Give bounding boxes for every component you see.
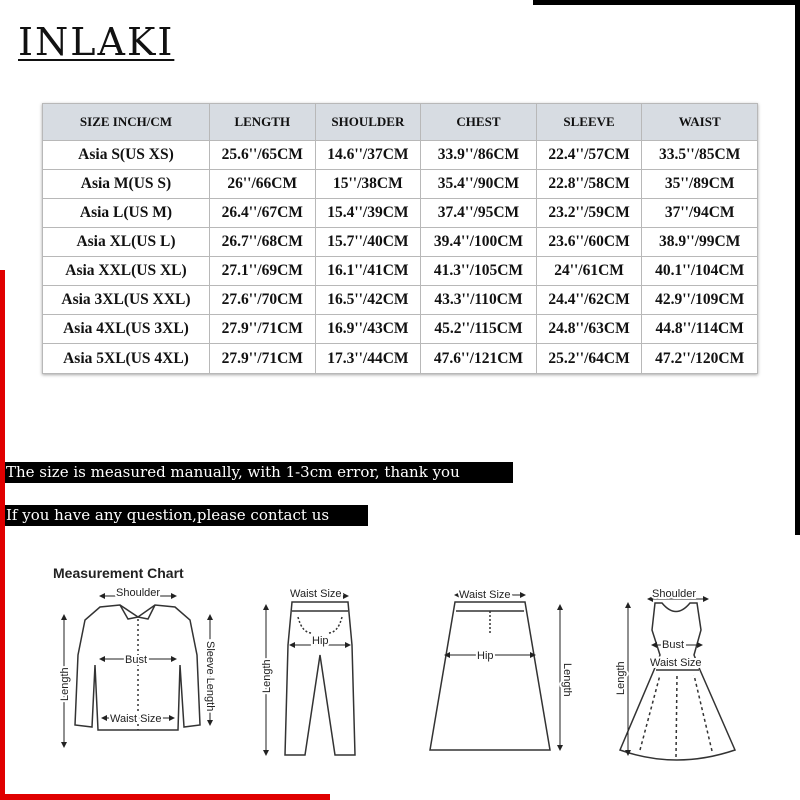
table-cell: 17.3''/44CM bbox=[315, 344, 421, 374]
table-cell: 33.5''/85CM bbox=[642, 141, 758, 170]
table-cell: 25.6''/65CM bbox=[209, 141, 315, 170]
table-cell: 23.6''/60CM bbox=[536, 228, 642, 257]
table-cell: 43.3''/110CM bbox=[421, 286, 537, 315]
measurement-chart-title: Measurement Chart bbox=[53, 565, 184, 581]
top-black-border bbox=[533, 0, 800, 5]
dress-shoulder-label: Shoulder bbox=[652, 588, 697, 600]
column-header: LENGTH bbox=[209, 104, 315, 141]
shirt-diagram bbox=[75, 605, 200, 730]
table-cell: 27.9''/71CM bbox=[209, 344, 315, 374]
table-cell: Asia 3XL(US XXL) bbox=[43, 286, 210, 315]
table-cell: 47.2''/120CM bbox=[642, 344, 758, 374]
table-header-row bbox=[43, 104, 758, 141]
table-row bbox=[43, 170, 758, 199]
dress-waist-label: Waist Size bbox=[650, 657, 702, 669]
shirt-shoulder-label: Shoulder bbox=[116, 587, 161, 599]
contact-notice: If you have any question,please contact us bbox=[5, 505, 368, 526]
pants-length-label: Length bbox=[261, 659, 273, 693]
column-header: SIZE INCH/CM bbox=[43, 104, 210, 141]
table-cell: 39.4''/100CM bbox=[421, 228, 537, 257]
table-cell: Asia 4XL(US 3XL) bbox=[43, 315, 210, 344]
table-cell: 15.7''/40CM bbox=[315, 228, 421, 257]
table-cell: 16.1''/41CM bbox=[315, 257, 421, 286]
table-cell: 41.3''/105CM bbox=[421, 257, 537, 286]
table-cell: 22.8''/58CM bbox=[536, 170, 642, 199]
skirt-diagram bbox=[430, 602, 550, 750]
shirt-sleeve-label: Sleeve Length bbox=[204, 641, 216, 712]
table-cell: 27.1''/69CM bbox=[209, 257, 315, 286]
table-cell: 24.4''/62CM bbox=[536, 286, 642, 315]
skirt-waist-label: Waist Size bbox=[459, 589, 511, 601]
dress-bust-label: Bust bbox=[662, 639, 685, 651]
shirt-bust-label: Bust bbox=[125, 654, 148, 666]
table-cell: Asia M(US S) bbox=[43, 170, 210, 199]
table-cell: 24.8''/63CM bbox=[536, 315, 642, 344]
table-cell: 38.9''/99CM bbox=[642, 228, 758, 257]
column-header: WAIST bbox=[642, 104, 758, 141]
table-cell: Asia 5XL(US 4XL) bbox=[43, 344, 210, 374]
table-row bbox=[43, 286, 758, 315]
brand-logo: INLAKI bbox=[18, 20, 175, 64]
column-header: CHEST bbox=[421, 104, 537, 141]
table-cell: 47.6''/121CM bbox=[421, 344, 537, 374]
skirt-length-label: Length bbox=[561, 663, 573, 697]
dress-length-label: Length bbox=[615, 661, 627, 695]
table-cell: 15.4''/39CM bbox=[315, 199, 421, 228]
table-cell: Asia XL(US L) bbox=[43, 228, 210, 257]
table-cell: Asia XXL(US XL) bbox=[43, 257, 210, 286]
size-table bbox=[42, 103, 758, 374]
table-cell: 44.8''/114CM bbox=[642, 315, 758, 344]
table-cell: 23.2''/59CM bbox=[536, 199, 642, 228]
right-black-border bbox=[795, 0, 800, 535]
table-row bbox=[43, 228, 758, 257]
table-cell: 35''/89CM bbox=[642, 170, 758, 199]
table-cell: 26''/66CM bbox=[209, 170, 315, 199]
table-cell: 45.2''/115CM bbox=[421, 315, 537, 344]
table-cell: 15''/38CM bbox=[315, 170, 421, 199]
table-row bbox=[43, 257, 758, 286]
table-cell: 37.4''/95CM bbox=[421, 199, 537, 228]
dress-diagram bbox=[620, 603, 735, 760]
table-cell: 42.9''/109CM bbox=[642, 286, 758, 315]
bottom-red-border bbox=[0, 794, 330, 800]
table-cell: 25.2''/64CM bbox=[536, 344, 642, 374]
shirt-waist-label: Waist Size bbox=[110, 713, 162, 725]
table-cell: 26.4''/67CM bbox=[209, 199, 315, 228]
table-cell: Asia S(US XS) bbox=[43, 141, 210, 170]
table-cell: 16.9''/43CM bbox=[315, 315, 421, 344]
table-cell: 24''/61CM bbox=[536, 257, 642, 286]
table-cell: 16.5''/42CM bbox=[315, 286, 421, 315]
pants-diagram bbox=[285, 602, 355, 755]
table-cell: 33.9''/86CM bbox=[421, 141, 537, 170]
column-header: SLEEVE bbox=[536, 104, 642, 141]
table-row bbox=[43, 344, 758, 374]
table-cell: 35.4''/90CM bbox=[421, 170, 537, 199]
column-header: SHOULDER bbox=[315, 104, 421, 141]
table-row bbox=[43, 315, 758, 344]
table-cell: 40.1''/104CM bbox=[642, 257, 758, 286]
table-cell: 22.4''/57CM bbox=[536, 141, 642, 170]
table-cell: 14.6''/37CM bbox=[315, 141, 421, 170]
pants-hip-label: Hip bbox=[312, 635, 329, 647]
measurement-error-notice: The size is measured manually, with 1-3cm error, thank you bbox=[5, 462, 513, 483]
table-cell: 27.9''/71CM bbox=[209, 315, 315, 344]
skirt-hip-label: Hip bbox=[477, 650, 494, 662]
table-cell: 26.7''/68CM bbox=[209, 228, 315, 257]
table-cell: Asia L(US M) bbox=[43, 199, 210, 228]
table-row bbox=[43, 199, 758, 228]
table-cell: 27.6''/70CM bbox=[209, 286, 315, 315]
table-cell: 37''/94CM bbox=[642, 199, 758, 228]
measurement-diagram bbox=[0, 575, 800, 790]
table-row bbox=[43, 141, 758, 170]
shirt-length-label: Length bbox=[59, 667, 71, 701]
pants-waist-label: Waist Size bbox=[290, 588, 342, 600]
